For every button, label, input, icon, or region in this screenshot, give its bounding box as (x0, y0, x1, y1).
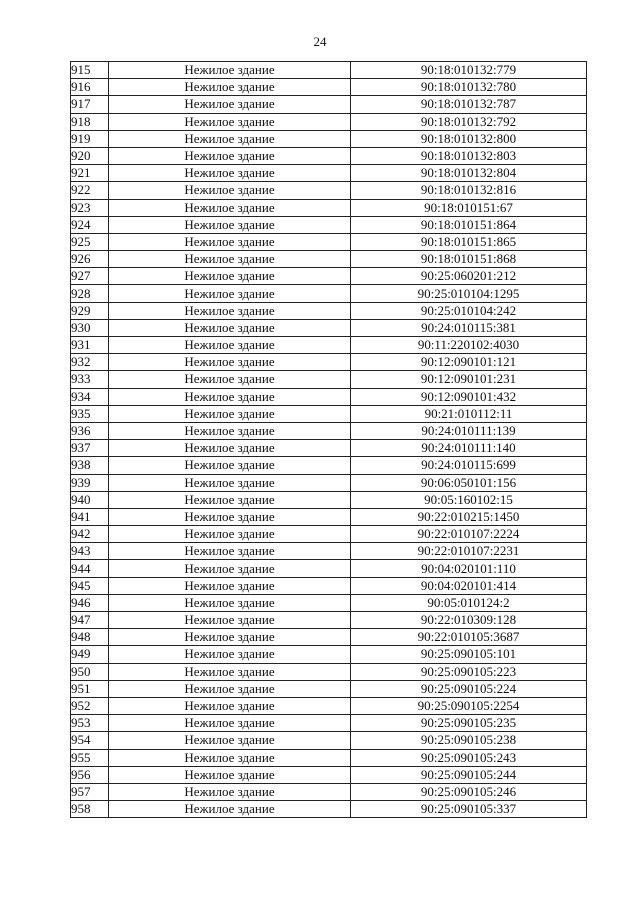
table-row (71, 62, 587, 79)
object-type-cell: Нежилое здание (109, 543, 351, 560)
table-row (71, 113, 587, 130)
cadastral-number-cell: 90:05:160102:15 (351, 491, 587, 508)
object-type-cell: Нежилое здание (109, 801, 351, 818)
row-number-cell: 958 (71, 801, 109, 818)
cadastral-number-cell: 90:18:010151:868 (351, 251, 587, 268)
cadastral-number-cell: 90:24:010111:139 (351, 422, 587, 439)
row-number-cell: 915 (71, 62, 109, 79)
object-type-cell: Нежилое здание (109, 783, 351, 800)
object-type-cell: Нежилое здание (109, 371, 351, 388)
table-row (71, 526, 587, 543)
object-type-cell: Нежилое здание (109, 251, 351, 268)
table-row (71, 732, 587, 749)
cadastral-number-cell: 90:24:010111:140 (351, 440, 587, 457)
row-number-cell: 934 (71, 388, 109, 405)
row-number-cell: 928 (71, 285, 109, 302)
table-row (71, 594, 587, 611)
cadastral-number-cell: 90:18:010132:804 (351, 165, 587, 182)
object-type-cell: Нежилое здание (109, 474, 351, 491)
object-type-cell: Нежилое здание (109, 182, 351, 199)
cadastral-number-cell: 90:18:010132:792 (351, 113, 587, 130)
table-row (71, 457, 587, 474)
row-number-cell: 936 (71, 422, 109, 439)
table-row (71, 680, 587, 697)
cadastral-number-cell: 90:25:090105:246 (351, 783, 587, 800)
row-number-cell: 932 (71, 354, 109, 371)
object-type-cell: Нежилое здание (109, 233, 351, 250)
property-table (70, 61, 587, 818)
cadastral-number-cell: 90:25:090105:244 (351, 766, 587, 783)
object-type-cell: Нежилое здание (109, 147, 351, 164)
cadastral-number-cell: 90:18:010132:780 (351, 79, 587, 96)
cadastral-number-cell: 90:12:090101:432 (351, 388, 587, 405)
cadastral-number-cell: 90:25:090105:235 (351, 715, 587, 732)
object-type-cell: Нежилое здание (109, 165, 351, 182)
row-number-cell: 926 (71, 251, 109, 268)
table-row (71, 405, 587, 422)
table-row (71, 749, 587, 766)
object-type-cell: Нежилое здание (109, 337, 351, 354)
row-number-cell: 940 (71, 491, 109, 508)
cadastral-number-cell: 90:25:010104:1295 (351, 285, 587, 302)
table-row (71, 388, 587, 405)
row-number-cell: 925 (71, 233, 109, 250)
table-row (71, 79, 587, 96)
table-row (71, 285, 587, 302)
cadastral-number-cell: 90:18:010132:800 (351, 130, 587, 147)
cadastral-number-cell: 90:18:010151:67 (351, 199, 587, 216)
cadastral-number-cell: 90:12:090101:121 (351, 354, 587, 371)
cadastral-number-cell: 90:25:010104:242 (351, 302, 587, 319)
table-row (71, 715, 587, 732)
table-row (71, 508, 587, 525)
table-row (71, 612, 587, 629)
table-row (71, 663, 587, 680)
object-type-cell: Нежилое здание (109, 130, 351, 147)
table-row (71, 354, 587, 371)
table-row (71, 165, 587, 182)
table-row (71, 337, 587, 354)
object-type-cell: Нежилое здание (109, 577, 351, 594)
cadastral-number-cell: 90:18:010132:803 (351, 147, 587, 164)
object-type-cell: Нежилое здание (109, 302, 351, 319)
table-row (71, 474, 587, 491)
object-type-cell: Нежилое здание (109, 715, 351, 732)
table-row (71, 491, 587, 508)
property-table-body (71, 62, 587, 818)
object-type-cell: Нежилое здание (109, 268, 351, 285)
table-row (71, 440, 587, 457)
row-number-cell: 937 (71, 440, 109, 457)
object-type-cell: Нежилое здание (109, 199, 351, 216)
table-row (71, 199, 587, 216)
row-number-cell: 946 (71, 594, 109, 611)
row-number-cell: 950 (71, 663, 109, 680)
row-number-cell: 939 (71, 474, 109, 491)
object-type-cell: Нежилое здание (109, 113, 351, 130)
object-type-cell: Нежилое здание (109, 354, 351, 371)
row-number-cell: 942 (71, 526, 109, 543)
cadastral-number-cell: 90:25:090105:223 (351, 663, 587, 680)
cadastral-number-cell: 90:22:010107:2224 (351, 526, 587, 543)
table-row (71, 801, 587, 818)
row-number-cell: 929 (71, 302, 109, 319)
object-type-cell: Нежилое здание (109, 422, 351, 439)
table-row (71, 543, 587, 560)
cadastral-number-cell: 90:18:010151:864 (351, 216, 587, 233)
cadastral-number-cell: 90:18:010151:865 (351, 233, 587, 250)
page-number: 24 (313, 34, 327, 49)
row-number-cell: 943 (71, 543, 109, 560)
table-row (71, 422, 587, 439)
object-type-cell: Нежилое здание (109, 766, 351, 783)
cadastral-number-cell: 90:18:010132:779 (351, 62, 587, 79)
row-number-cell: 927 (71, 268, 109, 285)
object-type-cell: Нежилое здание (109, 216, 351, 233)
cadastral-number-cell: 90:25:090105:337 (351, 801, 587, 818)
cadastral-number-cell: 90:04:020101:110 (351, 560, 587, 577)
table-row (71, 182, 587, 199)
row-number-cell: 948 (71, 629, 109, 646)
cadastral-number-cell: 90:04:020101:414 (351, 577, 587, 594)
object-type-cell: Нежилое здание (109, 594, 351, 611)
row-number-cell: 919 (71, 130, 109, 147)
object-type-cell: Нежилое здание (109, 732, 351, 749)
object-type-cell: Нежилое здание (109, 508, 351, 525)
object-type-cell: Нежилое здание (109, 629, 351, 646)
cadastral-number-cell: 90:24:010115:699 (351, 457, 587, 474)
row-number-cell: 935 (71, 405, 109, 422)
object-type-cell: Нежилое здание (109, 285, 351, 302)
object-type-cell: Нежилое здание (109, 405, 351, 422)
table-row (71, 371, 587, 388)
row-number-cell: 956 (71, 766, 109, 783)
cadastral-number-cell: 90:22:010309:128 (351, 612, 587, 629)
table-row (71, 302, 587, 319)
table-row (71, 319, 587, 336)
table-row (71, 783, 587, 800)
cadastral-number-cell: 90:11:220102:4030 (351, 337, 587, 354)
object-type-cell: Нежилое здание (109, 663, 351, 680)
table-row (71, 147, 587, 164)
table-row (71, 560, 587, 577)
cadastral-number-cell: 90:24:010115:381 (351, 319, 587, 336)
row-number-cell: 923 (71, 199, 109, 216)
object-type-cell: Нежилое здание (109, 749, 351, 766)
row-number-cell: 938 (71, 457, 109, 474)
row-number-cell: 949 (71, 646, 109, 663)
cadastral-number-cell: 90:12:090101:231 (351, 371, 587, 388)
object-type-cell: Нежилое здание (109, 612, 351, 629)
row-number-cell: 921 (71, 165, 109, 182)
cadastral-number-cell: 90:25:060201:212 (351, 268, 587, 285)
row-number-cell: 951 (71, 680, 109, 697)
table-row (71, 216, 587, 233)
cadastral-number-cell: 90:25:090105:101 (351, 646, 587, 663)
row-number-cell: 930 (71, 319, 109, 336)
cadastral-number-cell: 90:22:010105:3687 (351, 629, 587, 646)
row-number-cell: 954 (71, 732, 109, 749)
cadastral-number-cell: 90:21:010112:11 (351, 405, 587, 422)
cadastral-number-cell: 90:05:010124:2 (351, 594, 587, 611)
table-row (71, 697, 587, 714)
object-type-cell: Нежилое здание (109, 697, 351, 714)
table-row (71, 130, 587, 147)
object-type-cell: Нежилое здание (109, 319, 351, 336)
table-row (71, 577, 587, 594)
row-number-cell: 945 (71, 577, 109, 594)
row-number-cell: 917 (71, 96, 109, 113)
cadastral-number-cell: 90:06:050101:156 (351, 474, 587, 491)
object-type-cell: Нежилое здание (109, 440, 351, 457)
row-number-cell: 924 (71, 216, 109, 233)
object-type-cell: Нежилое здание (109, 680, 351, 697)
object-type-cell: Нежилое здание (109, 491, 351, 508)
row-number-cell: 920 (71, 147, 109, 164)
row-number-cell: 933 (71, 371, 109, 388)
table-row (71, 766, 587, 783)
object-type-cell: Нежилое здание (109, 62, 351, 79)
cadastral-number-cell: 90:22:010107:2231 (351, 543, 587, 560)
row-number-cell: 918 (71, 113, 109, 130)
table-row (71, 233, 587, 250)
object-type-cell: Нежилое здание (109, 96, 351, 113)
object-type-cell: Нежилое здание (109, 526, 351, 543)
row-number-cell: 953 (71, 715, 109, 732)
object-type-cell: Нежилое здание (109, 79, 351, 96)
row-number-cell: 957 (71, 783, 109, 800)
object-type-cell: Нежилое здание (109, 457, 351, 474)
table-row (71, 629, 587, 646)
row-number-cell: 931 (71, 337, 109, 354)
row-number-cell: 955 (71, 749, 109, 766)
table-row (71, 96, 587, 113)
cadastral-number-cell: 90:25:090105:224 (351, 680, 587, 697)
row-number-cell: 941 (71, 508, 109, 525)
cadastral-number-cell: 90:25:090105:243 (351, 749, 587, 766)
row-number-cell: 916 (71, 79, 109, 96)
cadastral-number-cell: 90:25:090105:2254 (351, 697, 587, 714)
row-number-cell: 944 (71, 560, 109, 577)
cadastral-number-cell: 90:18:010132:787 (351, 96, 587, 113)
table-row (71, 646, 587, 663)
cadastral-number-cell: 90:18:010132:816 (351, 182, 587, 199)
cadastral-number-cell: 90:25:090105:238 (351, 732, 587, 749)
row-number-cell: 947 (71, 612, 109, 629)
object-type-cell: Нежилое здание (109, 388, 351, 405)
row-number-cell: 922 (71, 182, 109, 199)
table-row (71, 268, 587, 285)
object-type-cell: Нежилое здание (109, 560, 351, 577)
row-number-cell: 952 (71, 697, 109, 714)
object-type-cell: Нежилое здание (109, 646, 351, 663)
cadastral-number-cell: 90:22:010215:1450 (351, 508, 587, 525)
table-row (71, 251, 587, 268)
